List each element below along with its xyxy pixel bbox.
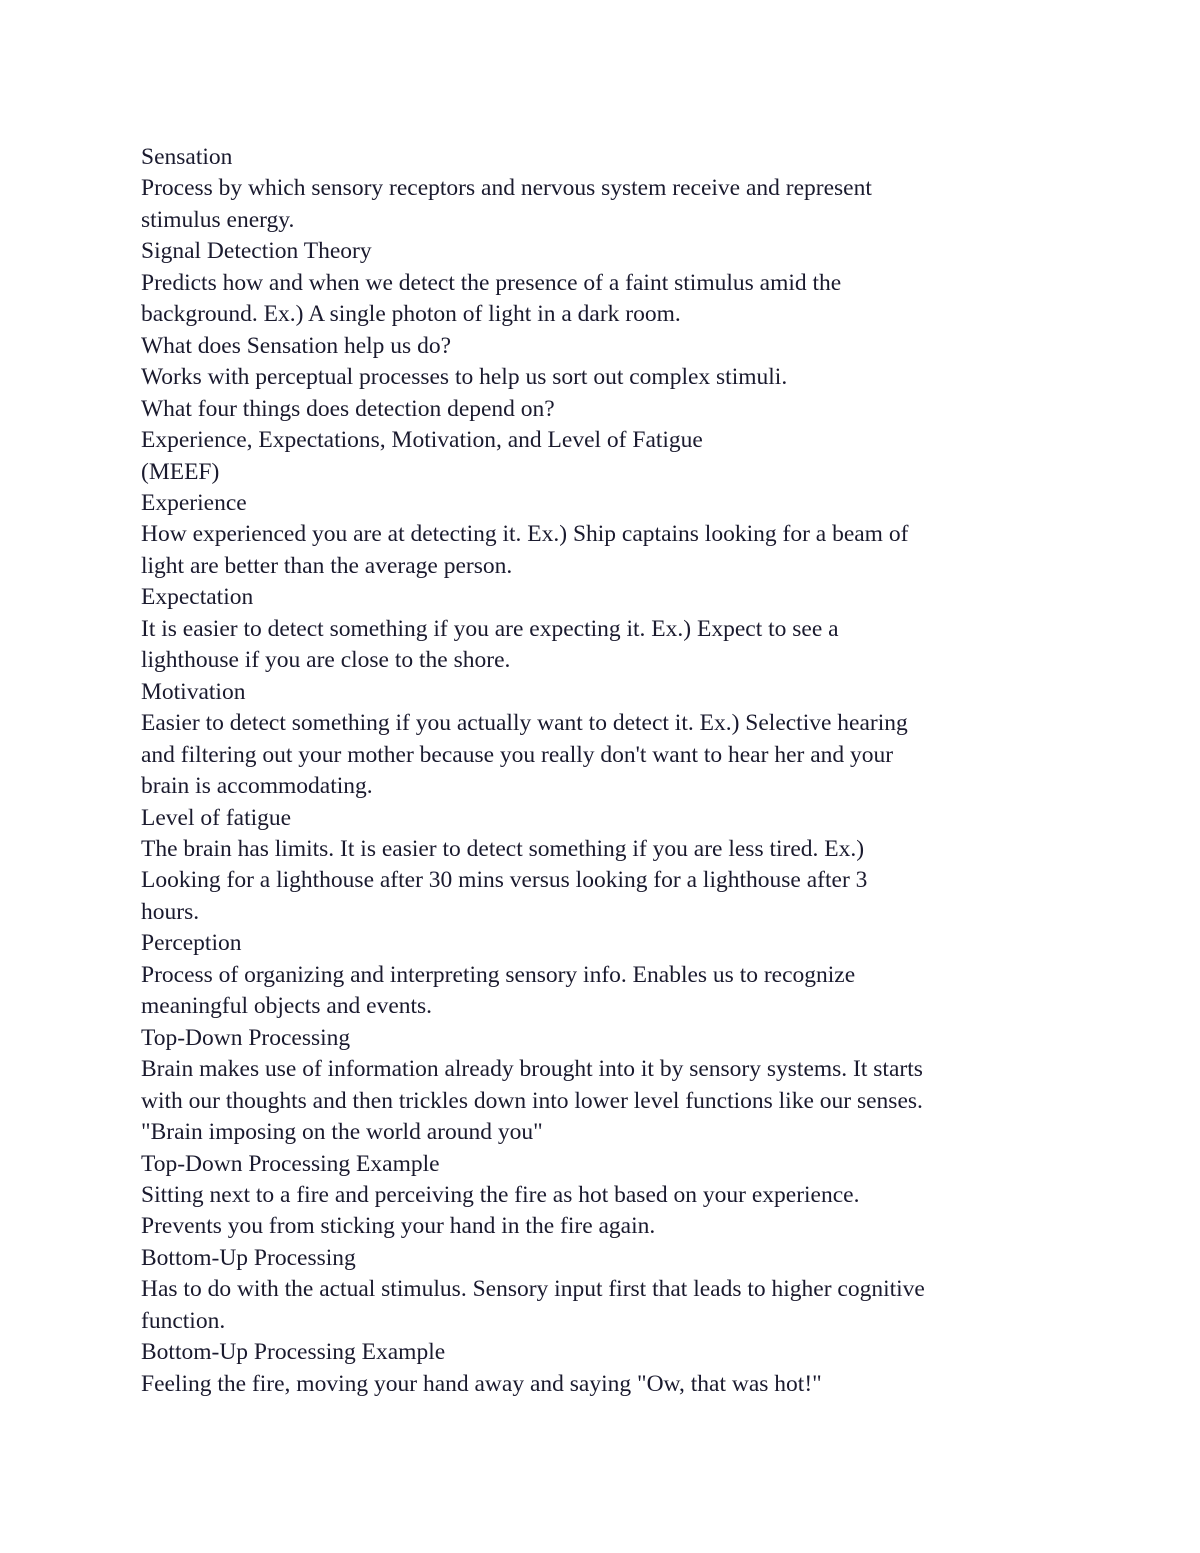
definition-line: Prevents you from sticking your hand in the fire again.: [141, 1213, 656, 1240]
definition-line: and filtering out your mother because you really don't want to hear her and your: [141, 741, 894, 768]
term-heading: Top-Down Processing: [141, 1024, 351, 1051]
definition-line: lighthouse if you are close to the shore.: [141, 647, 511, 674]
term-heading: Expectation: [141, 584, 254, 611]
term-heading: What does Sensation help us do?: [141, 332, 452, 359]
definition-line: background. Ex.) A single photon of light in a dark room.: [141, 301, 681, 328]
document-body: [141, 142, 1071, 1400]
definition-line: light are better than the average person.: [141, 552, 513, 579]
definition-line: Has to do with the actual stimulus. Sensory input first that leads to higher cognitive: [141, 1276, 925, 1303]
definition-line: meaningful objects and events.: [141, 993, 433, 1020]
definition-line: Works with perceptual processes to help us sort out complex stimuli.: [141, 364, 788, 391]
definition-line: stimulus energy.: [141, 206, 295, 233]
definition-line: "Brain imposing on the world around you": [141, 1119, 543, 1146]
definition-line: function.: [141, 1307, 226, 1334]
definition-line: (MEEF): [141, 458, 220, 485]
term-heading: Motivation: [141, 678, 246, 705]
definition-line: Feeling the fire, moving your hand away and saying "Ow, that was hot!": [141, 1370, 822, 1397]
term-heading: Level of fatigue: [141, 804, 292, 831]
definition-line: Sitting next to a fire and perceiving the fire as hot based on your experience.: [141, 1181, 860, 1208]
definition-line: Experience, Expectations, Motivation, and Level of Fatigue: [141, 427, 703, 454]
definition-line: Easier to detect something if you actually want to detect it. Ex.) Selective hearing: [141, 710, 908, 737]
definition-line: Process by which sensory receptors and nervous system receive and represent: [141, 175, 872, 202]
term-heading: Top-Down Processing Example: [141, 1150, 440, 1177]
definition-line: with our thoughts and then trickles down into lower level functions like our senses.: [141, 1087, 923, 1114]
term-heading: Perception: [141, 930, 242, 957]
definition-line: Brain makes use of information already brought into it by sensory systems. It starts: [141, 1056, 923, 1083]
definition-line: hours.: [141, 898, 200, 925]
definition-line: Process of organizing and interpreting sensory info. Enables us to recognize: [141, 961, 856, 988]
definition-line: How experienced you are at detecting it. Ex.) Ship captains looking for a beam of: [141, 521, 909, 548]
term-heading: Signal Detection Theory: [141, 238, 372, 265]
term-heading: Sensation: [141, 144, 233, 170]
definition-line: Looking for a lighthouse after 30 mins versus looking for a lighthouse after 3: [141, 867, 868, 894]
definition-line: It is easier to detect something if you are expecting it. Ex.) Expect to see a: [141, 615, 839, 642]
definition-line: brain is accommodating.: [141, 773, 373, 800]
term-heading: Experience: [141, 489, 247, 516]
term-heading: Bottom-Up Processing Example: [141, 1339, 446, 1366]
definition-line: Predicts how and when we detect the presence of a faint stimulus amid the: [141, 269, 842, 296]
term-heading: What four things does detection depend on?: [141, 395, 555, 422]
term-heading: Bottom-Up Processing: [141, 1244, 356, 1271]
definition-line: The brain has limits. It is easier to detect something if you are less tired. Ex.): [141, 835, 865, 862]
